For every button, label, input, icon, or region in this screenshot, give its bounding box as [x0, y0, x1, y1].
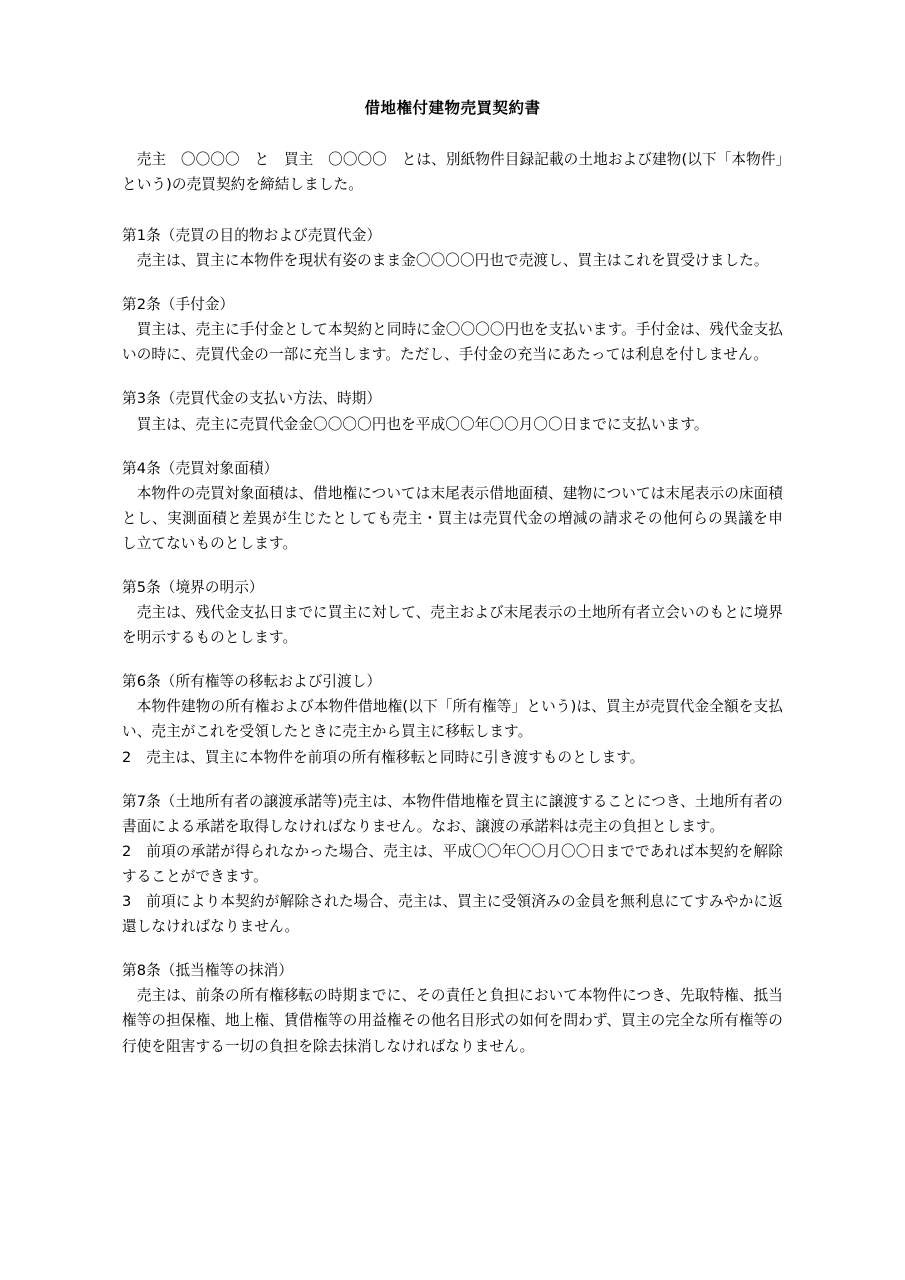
article-4	[122, 456, 783, 556]
page-title: 借地権付建物売買契約書	[364, 99, 541, 117]
article-8-paragraph-1: 売主は、前条の所有権移転の時期までに、その責任と負担において本物件につき、先取特権、抵当権等の担保権、地上権、賃借権等の用益権その他名目形式の如何を問わず、買主の完全な所有権等の行使を阻害する一切の負担を除去抹消しなければなりません。	[122, 987, 783, 1055]
article-5	[122, 575, 783, 650]
article-8	[122, 958, 783, 1058]
article-1	[122, 223, 783, 273]
article-3-heading: 第3条（売買代金の支払い方法、時期）	[122, 390, 382, 408]
contract-preamble: 売主 〇〇〇〇 と 買主 〇〇〇〇 とは、別紙物件目録記載の土地および建物(以下「本物件」という)の売買契約を締結しました。	[122, 150, 783, 193]
article-2-heading: 第2条（手付金）	[122, 296, 235, 314]
article-7-paragraph-3: 3 前項により本契約が解除された場合、売主は、買主に受領済みの金員を無利息にてすみやかに返還しなければなりません。	[122, 893, 783, 936]
article-7-paragraph-1: 第7条（土地所有者の譲渡承諾等)売主は、本物件借地権を買主に譲渡することにつき、土地所有者の書面による承諾を取得しなければなりません。なお、譲渡の承諾料は売主の負担とします。	[122, 792, 783, 835]
article-6-paragraph-1: 本物件建物の所有権および本物件借地権(以下「所有権等」という)は、買主が売買代金全額を支払い、売主がこれを受領したときに売主から買主に移転します。	[122, 698, 783, 741]
article-5-heading: 第5条（境界の明示）	[122, 579, 264, 597]
article-6-paragraph-2: 2 売主は、買主に本物件を前項の所有権移転と同時に引き渡すものとします。	[122, 748, 645, 766]
article-list	[122, 223, 783, 1059]
article-4-paragraph-1: 本物件の売買対象面積は、借地権については末尾表示借地面積、建物については末尾表示の床面積とし、実測面積と差異が生じたとしても売主・買主は売買代金の増減の請求その他何らの異議を申し立てないものとします。	[122, 484, 783, 552]
article-1-heading: 第1条（売買の目的物および売買代金）	[122, 226, 382, 244]
article-1-paragraph-1: 売主は、買主に本物件を現状有姿のまま金〇〇〇〇円也で売渡し、買主はこれを買受けました。	[122, 252, 769, 270]
article-2	[122, 292, 783, 367]
article-6	[122, 669, 783, 769]
article-2-paragraph-1: 買主は、売主に手付金として本契約と同時に金〇〇〇〇円也を支払います。手付金は、残代金支払いの時に、売買代金の一部に充当します。ただし、手付金の充当にあたっては利息を付しません。	[122, 321, 783, 364]
article-8-heading: 第8条（抵当権等の抹消）	[122, 962, 294, 980]
article-6-heading: 第6条（所有権等の移転および引渡し）	[122, 673, 382, 691]
article-7	[122, 789, 783, 940]
article-7-paragraph-2: 2 前項の承諾が得られなかった場合、売主は、平成〇〇年〇〇月〇〇日までであれば本契約を解除することができます。	[122, 842, 783, 885]
article-5-paragraph-1: 売主は、残代金支払日までに買主に対して、売主および末尾表示の土地所有者立会いのもとに境界を明示するものとします。	[122, 604, 783, 647]
article-3-paragraph-1: 買主は、売主に売買代金金〇〇〇〇円也を平成〇〇年〇〇月〇〇日までに支払います。	[122, 415, 709, 433]
article-4-heading: 第4条（売買対象面積）	[122, 459, 279, 477]
article-3	[122, 386, 783, 436]
